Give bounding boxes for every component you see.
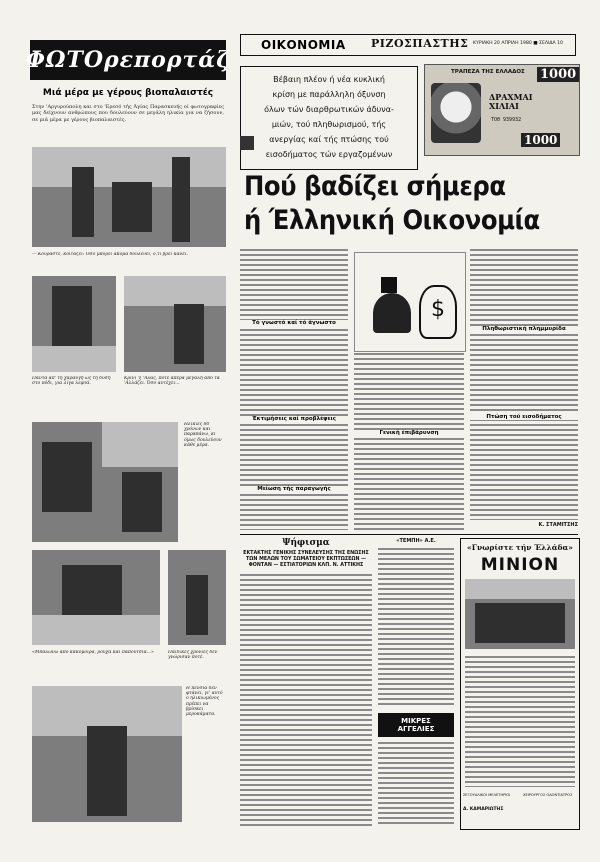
small-ads-body-top: [378, 547, 454, 707]
small-ads-box-title: ΜΙΚΡΕΣ ΑΓΓΕΛΙΕΣ: [397, 717, 435, 733]
article-column-3: [470, 248, 578, 520]
photo-caption: Ηλικίες 80 χρόνων και παραπάνω, κι όμως δουλεύουν κάθε μέρα.: [184, 422, 222, 448]
photo-man-with-cart: [124, 276, 226, 372]
minion-brand: ΜΙΝΙΟΝ: [480, 555, 560, 575]
banknote-value-bottom: 1000: [521, 133, 560, 147]
cartoon-figure: [373, 293, 411, 333]
photo-caption: Πάντα απ' τη χαραυγή ώς τη δύση στο πόδι, για λίγα λεφτά.: [32, 376, 111, 387]
banknote-words: ΔΡΑΧΜΑΙ ΧΙΛΙΑΙ: [489, 92, 533, 111]
summary-line: ανεργίας καί τής πτώσης τού: [269, 135, 389, 144]
photo-caption: Παιδικές χρόνιες δεν γνώρισαν ποτέ.: [168, 650, 218, 661]
minion-footer-name: Δ. ΚΑΜΑΡΙΩΤΗΣ: [463, 807, 504, 812]
section-title: ΟΙΚΟΝΟΜΙΑ: [261, 38, 346, 52]
minion-tagline: «Γνωρίστε τήν Έλλάδα»: [467, 543, 573, 552]
minion-group-photo: [465, 579, 575, 649]
banknote-corner: [240, 136, 254, 150]
summary-line: κρίση με παράλληλη όξυνση: [272, 90, 386, 99]
cartoon-money-bag: $: [419, 285, 457, 339]
small-ads-label: «ΤΕΜΠΗ» Α.Ε.: [396, 538, 436, 544]
dateline: ΚΥΡΙΑΚΗ 20 ΑΠΡΙΛΗ 1980 ■ ΣΕΛΙΔΑ 10: [473, 41, 563, 46]
minion-footer-right: ΧΕΙΡΟΥΡΓΟΣ ΟΔΟΝΤΙΑΤΡΟΣ: [523, 793, 573, 797]
minion-advertisement: [460, 538, 580, 830]
photo-child-worker: [168, 550, 226, 645]
article-subhead: Γενική έπιβάρυνση: [354, 430, 464, 436]
divider: [240, 534, 578, 535]
photo-old-gardener: [32, 686, 182, 822]
small-ads-box: [378, 713, 454, 737]
announcement-block: [240, 538, 372, 828]
photo-caption: Η πένσια δεν φτάνει, γι' αυτό ο ηλικιωμένος πρέπει να βρίσκει μεροκάματα.: [186, 686, 223, 718]
minion-footer-left: ΣΕΞΟΥΑΛΙΚΟΙ ΜΕΛΕΤΗΡΙΟΙ: [463, 793, 511, 797]
photo-report-headline: Μιά μέρα με γέρους βιοπαλαιστές: [42, 88, 214, 98]
announcement-body: [240, 573, 372, 828]
main-headline: [244, 170, 578, 242]
banknote-portrait: [431, 83, 481, 143]
small-ads-body-bottom: [378, 741, 454, 827]
photo-mending-clothes: [32, 550, 160, 645]
summary-line: μιών, τού πληθωρισμού, τής: [271, 120, 387, 129]
article-author: Κ. ΣΤΑΜΙΤΣΗΣ: [538, 522, 578, 528]
summary-line: εισοδήματος τών εργαζομένων: [265, 150, 393, 159]
banknote-value-top: 1000: [537, 67, 579, 82]
article-subhead: Μείωση τής παραγωγής: [240, 486, 348, 492]
banknote-serial: ΤΟΘ 939932: [491, 117, 522, 123]
announcement-kicker: Ψήφισμα: [282, 538, 330, 548]
photo-caption: — Κουράστε, κοιτάζει: Όσο μπορεί ακόμα δουλεύει, ό,τι βρεί κάνει.: [32, 252, 188, 257]
photo-caption: «Μπαλώνω από κακομοίρα, ρούχα και παπούτσια...»: [32, 650, 154, 655]
article-subhead: Έκτιμήσεις καί προβλέψεις: [240, 416, 348, 422]
article-subhead: Πτώση τού εισοδήματος: [470, 414, 578, 420]
minion-ad-text: [465, 655, 575, 787]
section-masthead: [240, 34, 576, 56]
photo-report-intro: Στην 'Αργυρούπολη και στο 'Ερεσό τής Άγίας Παρασκευής οί φωτογραφίες μας δείχνουν ανθρώπους που δουλεύουν σε μεγάλη ηλικία για να ζήσουν, σε μιά μέρα με γέρους βιοπαλαιστές.: [32, 104, 224, 123]
photo-report-logo: [25, 40, 231, 80]
photo-elderly-workers: [32, 147, 226, 247]
article-subhead: Πληθωριστική πλημμυρίδα: [470, 326, 578, 332]
summary-line: Βέβαιη πλέον ή νέα κυκλική: [273, 75, 385, 84]
photo-shoe-repairer: [32, 422, 178, 542]
photo-report-column: [25, 30, 233, 830]
main-headline-line-1: Πού βαδίζει σήμερα: [244, 171, 506, 202]
announcement-title: ΕΚΤΑΚΤΗΣ ΓΕΝΙΚΗΣ ΣΥΝΕΛΕΥΣΗΣ ΤΗΣ ΕΝΩΣΗΣ ΤΩΝ ΜΕΛΩΝ ΤΟΥ ΣΩΜΑΤΕΙΟΥ ΕΚΠΤΩΣΕΩΝ — ΦΟΝΤΑΝ — ΕΣΤΙΑΤΟΡΙΩΝ ΚΛΠ. Ν. ΑΤΤΙΚΗΣ: [243, 551, 369, 568]
banknote-bank: ΤΡΑΠΕΖΑ ΤΗΣ ΕΛΛΑΔΟΣ: [451, 69, 525, 75]
banknote-illustration: [424, 64, 580, 156]
summary-line: όλων τών διαρθρωτικών άδυνα-: [264, 105, 394, 114]
article-column-2: [354, 352, 464, 530]
photo-report-logo-text: ΦΩΤΟρεπορτάζ: [25, 47, 231, 73]
cartoon-capitalist-illustration: [354, 252, 466, 352]
small-ads-column: [378, 538, 454, 828]
newspaper-name: ΡΙΖΟΣΠΑΣΤΗΣ: [371, 37, 469, 50]
article-subhead: Τό γνωστό καί τό άγνωστο: [240, 320, 348, 326]
cartoon-top-hat: [381, 277, 397, 293]
top-summary-box: [240, 66, 418, 170]
photo-caption: Κρίνι 'ξ 'Αλάς, πότε απέρα μεγάλη από τα 'Αλλάζει. Όσο αντέχει...: [124, 376, 220, 387]
photo-street-vendor: [32, 276, 116, 372]
main-headline-line-2: ή Έλληνική Οικονομία: [244, 205, 540, 236]
